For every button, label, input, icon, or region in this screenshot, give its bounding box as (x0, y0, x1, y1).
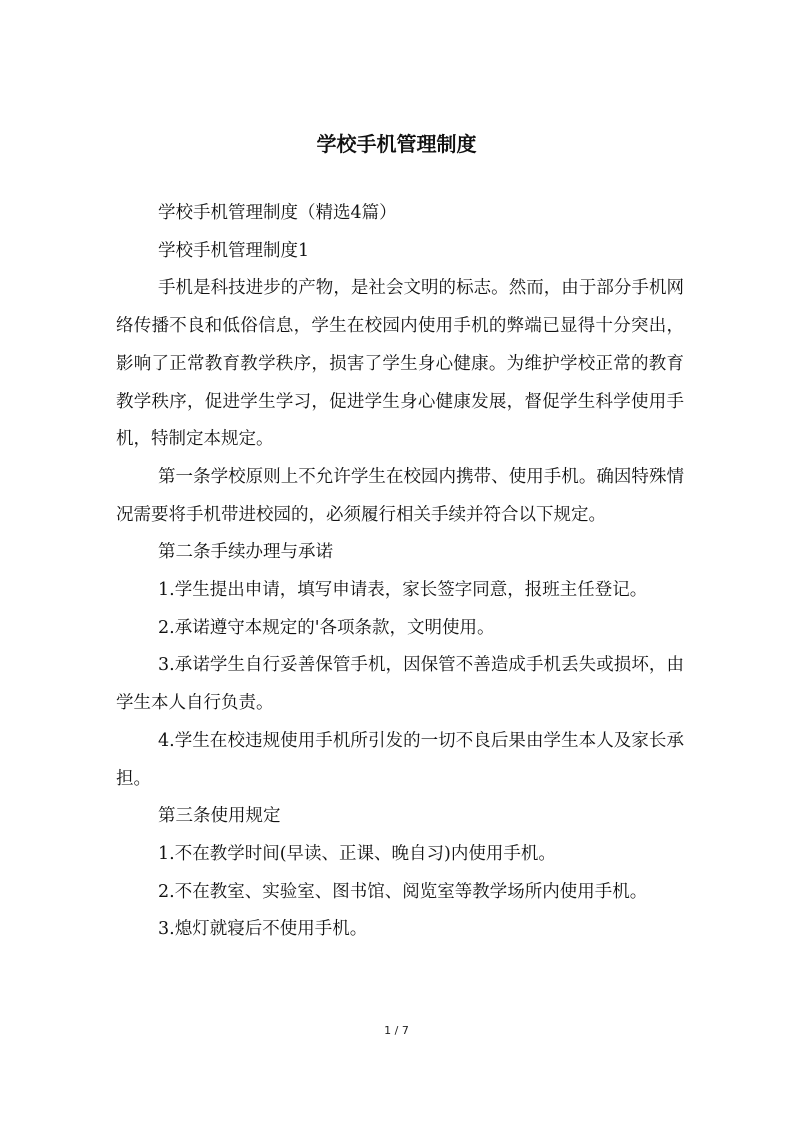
paragraph-article-1: 第一条学校原则上不允许学生在校园内携带、使用手机。确因特殊情况需要将手机带进校园的，必须履行相关手续并符合以下规定。 (116, 466, 684, 525)
paragraph-article-2-item-4: 4.学生在校违规使用手机所引发的一切不良后果由学生本人及家长承担。 (116, 730, 684, 789)
document-title: 学校手机管理制度 (316, 132, 477, 156)
paragraph-section-heading: 学校手机管理制度1 (158, 240, 310, 261)
paragraph-article-3-item-2: 2.不在教室、实验室、图书馆、阅览室等教学场所内使用手机。 (158, 881, 648, 902)
paragraph-subtitle: 学校手机管理制度（精选4篇） (158, 203, 397, 223)
paragraph-article-2-heading: 第二条手续办理与承诺 (158, 542, 333, 563)
page-number: 1 / 7 (384, 1024, 409, 1037)
paragraph-article-2-item-2: 2.承诺遵守本规定的'各项条款，文明使用。 (158, 617, 495, 638)
document-body (116, 195, 684, 949)
paragraph-intro: 手机是科技进步的产物，是社会文明的标志。然而，由于部分手机网络传播不良和低俗信息，学生在校园内使用手机的弊端已显得十分突出，影响了正常教育教学秩序，损害了学生身心健康。为维护学校正常的教育教学秩序，促进学生学习，促进学生身心健康发展，督促学生科学使用手机，特制定本规定。 (116, 278, 684, 450)
paragraph-article-2-item-1: 1.学生提出申请，填写申请表，家长签字同意，报班主任登记。 (158, 580, 648, 601)
paragraph-article-2-item-3: 3.承诺学生自行妥善保管手机，因保管不善造成手机丢失或损坏，由学生本人自行负责。 (116, 655, 684, 714)
paragraph-article-3-heading: 第三条使用规定 (158, 806, 281, 827)
paragraph-article-3-item-1: 1.不在教学时间(早读、正课、晚自习)内使用手机。 (158, 843, 556, 864)
paragraph-article-3-item-3: 3.熄灯就寝后不使用手机。 (158, 919, 368, 940)
